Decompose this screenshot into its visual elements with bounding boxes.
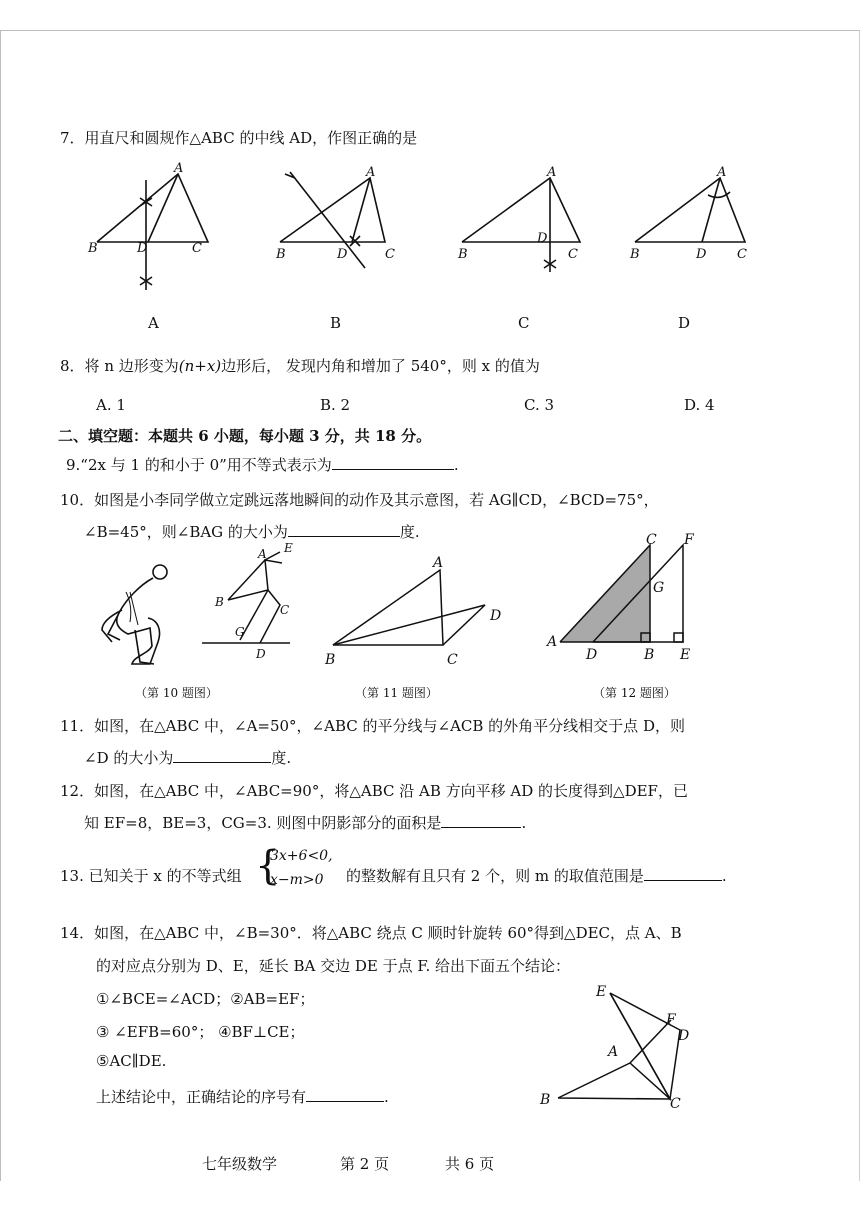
question-13-before: 13. 已知关于 x 的不等式组 xyxy=(60,867,242,885)
question-11-line1: 11．如图，在△ABC 中，∠A=50°，∠ABC 的平分线与∠ACB 的外角平分线相交于点 D，则 xyxy=(60,717,685,735)
svg-text:B: B xyxy=(644,647,655,663)
q8-option-c: C. 3 xyxy=(524,396,555,414)
q7-option-a: A xyxy=(148,314,159,332)
svg-text:G: G xyxy=(235,625,245,639)
q10-text: ∠B=45°，则∠BAG 的大小为 xyxy=(84,523,288,541)
svg-text:E: E xyxy=(596,984,607,1000)
q8-expr: (n+x) xyxy=(178,357,222,375)
q11-diagram xyxy=(333,570,485,645)
svg-text:B: B xyxy=(325,652,336,668)
q7b-bisector xyxy=(290,172,365,268)
q12-end: . xyxy=(521,814,527,832)
question-8 xyxy=(60,355,540,376)
question-13-after xyxy=(346,865,727,886)
svg-text:C: C xyxy=(670,1096,681,1112)
q11-unit: 度. xyxy=(271,749,292,767)
q7-number: 7． xyxy=(60,129,85,147)
svg-text:C: C xyxy=(447,652,458,668)
svg-text:B: B xyxy=(630,247,640,262)
footer-total-pages: 共 6 页 xyxy=(445,1155,495,1173)
q7b-triangle xyxy=(280,178,385,242)
caption-fig-10: （第 10 题图） xyxy=(135,686,218,700)
q14-end: . xyxy=(384,1088,389,1106)
q12-text: 知 EF=8，BE=3，CG=3. 则图中阴影部分的面积是 xyxy=(84,814,442,832)
svg-text:B: B xyxy=(88,241,98,256)
q14-answer-blank[interactable] xyxy=(306,1087,384,1102)
q13-inequality-1: 3x+6<0, xyxy=(270,848,333,864)
svg-text:C: C xyxy=(646,532,657,548)
svg-text:A: A xyxy=(366,165,376,180)
section-2-heading: 二、填空题：本题共 6 小题，每小题 3 分，共 18 分。 xyxy=(58,427,432,445)
q8-text-after: 边形后， 发现内角和增加了 540°，则 x 的值为 xyxy=(221,357,540,375)
svg-text:D: D xyxy=(137,241,148,256)
q12-answer-blank[interactable] xyxy=(441,813,521,828)
svg-text:D: D xyxy=(696,247,707,262)
q14-diagram xyxy=(530,978,710,1113)
svg-text:G: G xyxy=(653,580,665,596)
svg-text:A: A xyxy=(174,161,184,176)
q14-conclusions-3-4: ③ ∠EFB=60°； ④BF⊥CE； xyxy=(96,1023,305,1041)
caption-fig-11: （第 11 题图） xyxy=(355,686,438,700)
svg-text:A: A xyxy=(608,1044,619,1060)
svg-text:C: C xyxy=(280,603,290,617)
q7-text: 用直尺和圆规作△ABC 的中线 AD，作图正确的是 xyxy=(84,129,418,147)
q12-diagram xyxy=(560,545,683,642)
svg-text:A: A xyxy=(258,547,267,561)
figures-row xyxy=(90,530,710,670)
q11-answer-blank[interactable] xyxy=(173,748,271,763)
svg-text:D: D xyxy=(678,1028,690,1044)
q7-option-c: C xyxy=(518,314,530,332)
svg-text:A: A xyxy=(717,165,727,180)
svg-text:C: C xyxy=(737,247,747,262)
svg-text:B: B xyxy=(215,595,224,609)
question-10-line1: 10．如图是小李同学做立定跳远落地瞬间的动作及其示意图，若 AG∥CD，∠BCD=75°， xyxy=(60,491,659,509)
svg-text:B: B xyxy=(276,247,286,262)
svg-text:C: C xyxy=(568,247,578,262)
q9-text: 9.“2x 与 1 的和小于 0”用不等式表示为 xyxy=(66,456,332,474)
q7-option-d: D xyxy=(678,314,691,332)
question-11-line2 xyxy=(84,747,291,768)
svg-text:C: C xyxy=(192,241,202,256)
q7c-triangle xyxy=(462,178,580,242)
q13-answer-blank[interactable] xyxy=(644,866,722,881)
question-7 xyxy=(60,127,417,148)
q8-option-d: D. 4 xyxy=(684,396,715,414)
q8-number: 8． xyxy=(60,357,85,375)
q9-answer-blank[interactable] xyxy=(332,455,454,470)
q8-option-b: B. 2 xyxy=(320,396,351,414)
q7a-median xyxy=(148,174,178,242)
question-9 xyxy=(66,454,459,475)
svg-text:A: A xyxy=(433,555,444,571)
svg-text:B: B xyxy=(458,247,468,262)
q13-inequality-2: x−m>0 xyxy=(270,872,324,888)
q14-answer-line xyxy=(96,1086,389,1107)
q7-option-b: B xyxy=(330,314,342,332)
q10-unit: 度. xyxy=(399,523,420,541)
jumper-figure xyxy=(102,565,167,664)
svg-text:A: A xyxy=(547,634,558,650)
footer-page-number: 第 2 页 xyxy=(340,1155,390,1173)
caption-fig-12: （第 12 题图） xyxy=(593,686,676,700)
question-14-line1: 14．如图，在△ABC 中，∠B=30°．将△ABC 绕点 C 顺时针旋转 60°得到△DEC，点 A、B xyxy=(60,924,682,942)
svg-text:A: A xyxy=(547,165,557,180)
svg-text:D: D xyxy=(586,647,598,663)
q8-option-a: A. 1 xyxy=(96,396,126,414)
q14-conclusions-1-2: ①∠BCE=∠ACD；②AB=EF； xyxy=(96,990,315,1008)
question-12-line1: 12．如图，在△ABC 中，∠ABC=90°，将△ABC 沿 AB 方向平移 AD 的长度得到△DEF，已 xyxy=(60,782,688,800)
footer-subject: 七年级数学 xyxy=(202,1155,278,1173)
svg-text:D: D xyxy=(537,231,548,246)
svg-text:D: D xyxy=(256,647,266,661)
question-14-line2: 的对应点分别为 D、E，延长 BA 交边 DE 于点 F. 给出下面五个结论： xyxy=(96,957,571,975)
q7-figures xyxy=(80,160,780,300)
q8-text-before: 将 n 边形变为 xyxy=(84,357,179,375)
svg-text:E: E xyxy=(284,541,293,555)
question-12-line2 xyxy=(84,812,526,833)
q14-conclusion-5: ⑤AC∥DE. xyxy=(96,1052,167,1070)
q14-text: 上述结论中，正确结论的序号有 xyxy=(96,1088,307,1106)
q9-end: . xyxy=(453,456,459,474)
q7d-bisector xyxy=(702,178,720,242)
svg-text:E: E xyxy=(680,647,691,663)
q7b-median xyxy=(352,178,370,242)
q13-text: 的整数解有且只有 2 个，则 m 的取值范围是 xyxy=(346,867,644,885)
q7d-triangle xyxy=(635,178,745,242)
svg-text:C: C xyxy=(385,247,395,262)
q13-brace: { xyxy=(255,843,281,889)
svg-text:D: D xyxy=(490,608,502,624)
q13-end: . xyxy=(721,867,727,885)
q11-text: ∠D 的大小为 xyxy=(84,749,174,767)
svg-text:D: D xyxy=(337,247,348,262)
svg-text:F: F xyxy=(684,532,694,548)
svg-text:B: B xyxy=(540,1092,551,1108)
svg-text:F: F xyxy=(666,1012,676,1028)
